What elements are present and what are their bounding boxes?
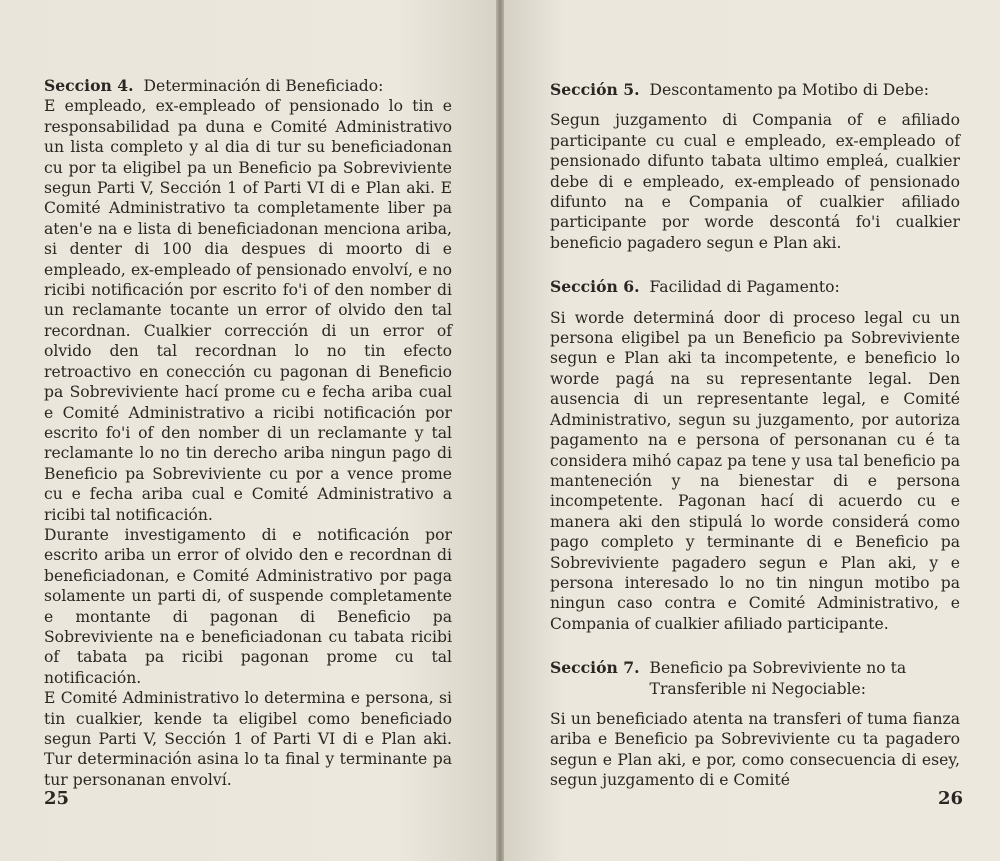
section-4-number: Seccion 4.	[44, 76, 134, 95]
section-7-paragraph: Si un beneficiado atenta na transferi of tuma fianza ariba e Beneficio pa Sobreviviente cu ta pagadero segun e Plan aki, e por, como consecuencia di esey, segun juzgamento di e Comité	[550, 709, 960, 790]
section-6	[550, 277, 960, 634]
section-7	[550, 658, 960, 790]
right-page-text	[550, 80, 960, 815]
section-6-number: Sección 6.	[550, 277, 640, 297]
section-4-paragraph-2: Durante investigamento di e notificación por escrito ariba un error of olvido den e recordnan di beneficiadonan, e Comité Administrativo por paga solamente un parti di, of suspende completamente e montante di pagonan di Beneficio pa Sobreviviente na e beneficiadonan cu tabata ricibi of tabata pa ricibi pagonan prome cu tal notificación.	[44, 525, 452, 687]
left-page-text	[44, 76, 452, 790]
section-5-heading	[550, 80, 960, 100]
left-page	[0, 0, 496, 861]
section-5-paragraph: Segun juzgamento di Compania of e afiliado participante cu cual e empleado, ex-empleado of pensionado difunto tabata ultimo empleá, cualkier debe di e empleado, ex-empleado of pensionado difunto na e Compania of cualkier afiliado participante por worde descontá fo'i cualkier beneficio pagadero segun e Plan aki.	[550, 111, 960, 252]
section-6-title: Facilidad di Pagamento:	[649, 278, 840, 297]
section-4-paragraph-3: E Comité Administrativo lo determina e persona, si tin cualkier, kende ta eligibel como beneficiado segun Parti V, Sección 1 of Parti VI di e Plan aki. Tur determinación asina lo ta final y terminante pa tur personanan envolví.	[44, 689, 452, 789]
section-7-heading	[550, 658, 960, 699]
section-5-number: Sección 5.	[550, 80, 640, 99]
section-5-title: Descontamento pa Motibo di Debe:	[649, 81, 929, 99]
right-page	[504, 0, 1000, 861]
section-4-heading	[44, 76, 452, 96]
section-4-title: Determinación di Beneficiado:	[143, 77, 384, 95]
section-6-heading	[550, 277, 960, 297]
page-number-left: 25	[44, 788, 70, 809]
book-gutter	[496, 0, 504, 861]
section-7-title: Beneficio pa Sobreviviente no ta Transferible ni Negociable:	[649, 659, 907, 698]
section-6-paragraph: Si worde determiná door di proceso legal cu un persona eligibel pa un Beneficio pa Sobreviviente segun e Plan aki ta incompetente, e beneficio lo worde pagá na su representante legal. Den ausencia di un representante legal, e Comité Administrativo, segun su juzgamento, por autoriza pagamento na e persona of personanan cu é ta considera mihó capaz pa tene y usa tal beneficio pa manteneción y na bienestar di e persona incompetente. Pagonan hací di acuerdo cu e manera aki den stipulá lo worde considerá como pago completo y terminante di e Beneficio pa Sobreviviente pagadero segun e Plan aki, y e persona interesado lo no tin ningun motibo pa ningun caso contra e Comité Administrativo, e Compania of cualkier afiliado participante.	[550, 308, 960, 633]
page-number-right: 26	[938, 788, 964, 809]
section-5	[550, 80, 960, 253]
section-4	[44, 76, 452, 790]
section-4-paragraph-1: E empleado, ex-empleado of pensionado lo tin e responsabilidad pa duna e Comité Administrativo un lista completo y al dia di tur su beneficiadonan cu por ta eligibel pa un Beneficio pa Sobreviviente segun Parti V, Sección 1 of Parti VI di e Plan aki. E Comité Administrativo ta completamente liber pa aten'e na e lista di beneficiadonan menciona ariba, si denter di 100 dia despues di moorto di e empleado, ex-empleado of pensionado envolví, e no ricibi notificación por escrito fo'i of den nomber di un reclamante tocante un error of olvido den tal recordnan. Cualkier corrección di un error of olvido den tal recordnan lo no tin efecto retroactivo en conección cu pagonan di Beneficio pa Sobreviviente hací prome cu e fecha ariba cual e Comité Administrativo a ricibi notificación por escrito fo'i of den nomber di un reclamante y tal reclamante lo no tin derecho ariba ningun pago di Beneficio pa Sobreviviente cu por a vence prome cu e fecha ariba cual e Comité Administrativo a ricibi tal notificación.	[44, 97, 452, 524]
section-7-number: Sección 7.	[550, 658, 640, 678]
